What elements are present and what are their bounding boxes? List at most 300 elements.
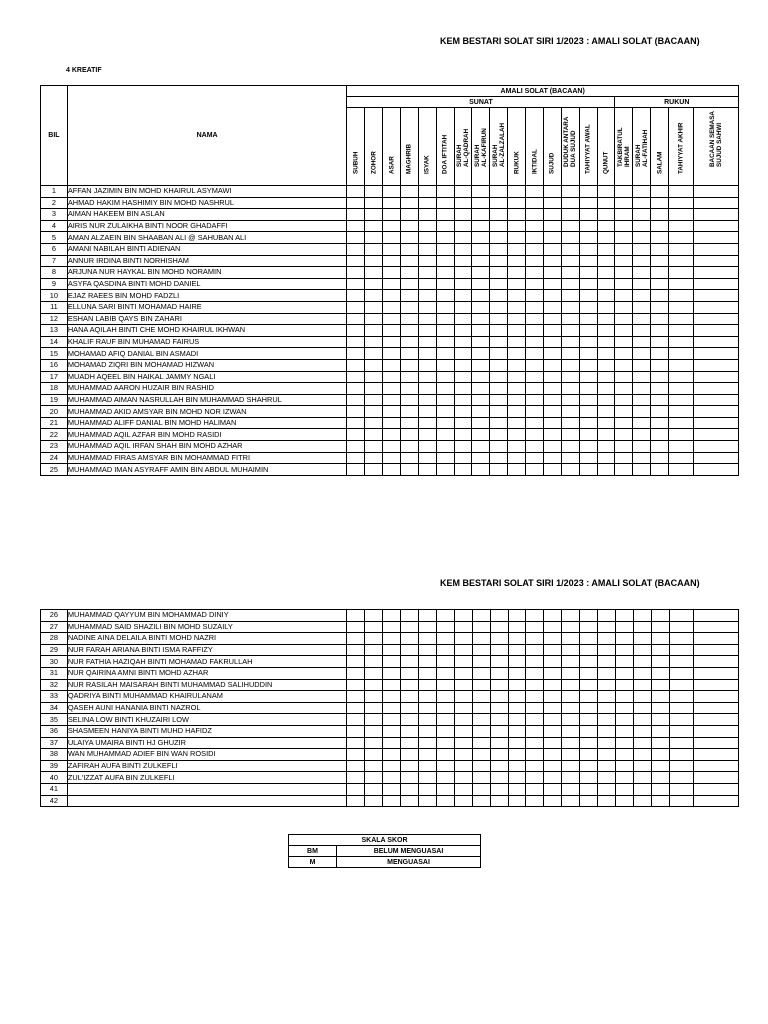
score-cell[interactable] xyxy=(365,394,383,406)
score-cell[interactable] xyxy=(508,186,526,198)
score-cell[interactable] xyxy=(383,186,401,198)
score-cell[interactable] xyxy=(615,464,633,476)
score-cell[interactable] xyxy=(454,429,472,441)
score-cell[interactable] xyxy=(651,610,669,622)
score-cell[interactable] xyxy=(615,255,633,267)
score-cell[interactable] xyxy=(544,760,562,772)
score-cell[interactable] xyxy=(436,325,454,337)
score-cell[interactable] xyxy=(526,464,544,476)
score-cell[interactable] xyxy=(436,336,454,348)
score-cell[interactable] xyxy=(419,795,437,807)
score-cell[interactable] xyxy=(383,441,401,453)
score-cell[interactable] xyxy=(651,725,669,737)
score-cell[interactable] xyxy=(693,371,738,383)
score-cell[interactable] xyxy=(508,656,526,668)
score-cell[interactable] xyxy=(436,406,454,418)
score-cell[interactable] xyxy=(508,725,526,737)
score-cell[interactable] xyxy=(693,429,738,441)
score-cell[interactable] xyxy=(418,394,436,406)
score-cell[interactable] xyxy=(633,267,651,279)
score-cell[interactable] xyxy=(615,702,633,714)
score-cell[interactable] xyxy=(508,394,526,406)
score-cell[interactable] xyxy=(633,464,651,476)
score-cell[interactable] xyxy=(693,336,738,348)
score-cell[interactable] xyxy=(579,429,597,441)
score-cell[interactable] xyxy=(526,290,544,302)
score-cell[interactable] xyxy=(543,313,561,325)
score-cell[interactable] xyxy=(669,301,694,313)
score-cell[interactable] xyxy=(490,795,508,807)
score-cell[interactable] xyxy=(597,232,615,244)
score-cell[interactable] xyxy=(526,255,544,267)
score-cell[interactable] xyxy=(693,313,738,325)
score-cell[interactable] xyxy=(544,795,562,807)
score-cell[interactable] xyxy=(383,348,401,360)
score-cell[interactable] xyxy=(365,359,383,371)
score-cell[interactable] xyxy=(347,749,365,761)
score-cell[interactable] xyxy=(436,644,454,656)
score-cell[interactable] xyxy=(651,325,669,337)
score-cell[interactable] xyxy=(633,406,651,418)
score-cell[interactable] xyxy=(419,656,437,668)
score-cell[interactable] xyxy=(347,725,365,737)
score-cell[interactable] xyxy=(419,621,437,633)
score-cell[interactable] xyxy=(347,301,365,313)
score-cell[interactable] xyxy=(383,278,401,290)
score-cell[interactable] xyxy=(597,406,615,418)
score-cell[interactable] xyxy=(526,348,544,360)
score-cell[interactable] xyxy=(508,267,526,279)
score-cell[interactable] xyxy=(562,702,580,714)
score-cell[interactable] xyxy=(579,232,597,244)
score-cell[interactable] xyxy=(543,464,561,476)
score-cell[interactable] xyxy=(454,383,472,395)
score-cell[interactable] xyxy=(454,749,472,761)
score-cell[interactable] xyxy=(615,383,633,395)
score-cell[interactable] xyxy=(669,197,694,209)
score-cell[interactable] xyxy=(615,313,633,325)
score-cell[interactable] xyxy=(454,795,472,807)
score-cell[interactable] xyxy=(633,644,651,656)
score-cell[interactable] xyxy=(383,197,401,209)
score-cell[interactable] xyxy=(508,760,526,772)
score-cell[interactable] xyxy=(454,243,472,255)
score-cell[interactable] xyxy=(651,760,669,772)
score-cell[interactable] xyxy=(347,760,365,772)
score-cell[interactable] xyxy=(693,267,738,279)
score-cell[interactable] xyxy=(669,464,694,476)
score-cell[interactable] xyxy=(472,383,490,395)
score-cell[interactable] xyxy=(419,702,437,714)
score-cell[interactable] xyxy=(383,383,401,395)
score-cell[interactable] xyxy=(615,772,633,784)
score-cell[interactable] xyxy=(400,325,418,337)
score-cell[interactable] xyxy=(526,452,544,464)
score-cell[interactable] xyxy=(580,656,598,668)
score-cell[interactable] xyxy=(401,656,419,668)
score-cell[interactable] xyxy=(615,371,633,383)
score-cell[interactable] xyxy=(543,290,561,302)
score-cell[interactable] xyxy=(508,441,526,453)
score-cell[interactable] xyxy=(365,679,383,691)
score-cell[interactable] xyxy=(615,186,633,198)
score-cell[interactable] xyxy=(347,441,365,453)
score-cell[interactable] xyxy=(347,290,365,302)
score-cell[interactable] xyxy=(472,278,490,290)
score-cell[interactable] xyxy=(418,464,436,476)
score-cell[interactable] xyxy=(400,336,418,348)
score-cell[interactable] xyxy=(418,371,436,383)
score-cell[interactable] xyxy=(669,290,694,302)
score-cell[interactable] xyxy=(597,656,615,668)
score-cell[interactable] xyxy=(490,290,508,302)
score-cell[interactable] xyxy=(669,348,694,360)
score-cell[interactable] xyxy=(633,795,651,807)
score-cell[interactable] xyxy=(562,644,580,656)
score-cell[interactable] xyxy=(597,336,615,348)
score-cell[interactable] xyxy=(401,795,419,807)
score-cell[interactable] xyxy=(543,232,561,244)
score-cell[interactable] xyxy=(543,383,561,395)
score-cell[interactable] xyxy=(383,267,401,279)
score-cell[interactable] xyxy=(436,691,454,703)
score-cell[interactable] xyxy=(418,278,436,290)
score-cell[interactable] xyxy=(526,209,544,221)
score-cell[interactable] xyxy=(454,621,472,633)
score-cell[interactable] xyxy=(562,760,580,772)
score-cell[interactable] xyxy=(400,243,418,255)
score-cell[interactable] xyxy=(669,749,694,761)
score-cell[interactable] xyxy=(472,232,490,244)
score-cell[interactable] xyxy=(669,795,694,807)
score-cell[interactable] xyxy=(436,452,454,464)
score-cell[interactable] xyxy=(615,197,633,209)
score-cell[interactable] xyxy=(669,406,694,418)
score-cell[interactable] xyxy=(472,644,490,656)
score-cell[interactable] xyxy=(597,255,615,267)
score-cell[interactable] xyxy=(383,452,401,464)
score-cell[interactable] xyxy=(693,383,738,395)
score-cell[interactable] xyxy=(365,383,383,395)
score-cell[interactable] xyxy=(490,417,508,429)
score-cell[interactable] xyxy=(694,725,739,737)
score-cell[interactable] xyxy=(597,278,615,290)
score-cell[interactable] xyxy=(347,348,365,360)
score-cell[interactable] xyxy=(365,737,383,749)
score-cell[interactable] xyxy=(633,232,651,244)
score-cell[interactable] xyxy=(365,290,383,302)
score-cell[interactable] xyxy=(597,209,615,221)
score-cell[interactable] xyxy=(347,610,365,622)
score-cell[interactable] xyxy=(347,197,365,209)
score-cell[interactable] xyxy=(365,633,383,645)
score-cell[interactable] xyxy=(508,452,526,464)
score-cell[interactable] xyxy=(561,197,579,209)
score-cell[interactable] xyxy=(383,702,401,714)
score-cell[interactable] xyxy=(347,255,365,267)
score-cell[interactable] xyxy=(472,783,490,795)
score-cell[interactable] xyxy=(454,209,472,221)
score-cell[interactable] xyxy=(579,452,597,464)
score-cell[interactable] xyxy=(669,760,694,772)
score-cell[interactable] xyxy=(508,691,526,703)
score-cell[interactable] xyxy=(400,290,418,302)
score-cell[interactable] xyxy=(669,243,694,255)
score-cell[interactable] xyxy=(633,633,651,645)
score-cell[interactable] xyxy=(347,714,365,726)
score-cell[interactable] xyxy=(651,255,669,267)
score-cell[interactable] xyxy=(633,220,651,232)
score-cell[interactable] xyxy=(454,441,472,453)
score-cell[interactable] xyxy=(694,691,739,703)
score-cell[interactable] xyxy=(508,406,526,418)
score-cell[interactable] xyxy=(490,301,508,313)
score-cell[interactable] xyxy=(490,725,508,737)
score-cell[interactable] xyxy=(365,232,383,244)
score-cell[interactable] xyxy=(383,714,401,726)
score-cell[interactable] xyxy=(694,772,739,784)
score-cell[interactable] xyxy=(490,441,508,453)
score-cell[interactable] xyxy=(597,725,615,737)
score-cell[interactable] xyxy=(418,255,436,267)
score-cell[interactable] xyxy=(597,691,615,703)
score-cell[interactable] xyxy=(365,197,383,209)
score-cell[interactable] xyxy=(383,406,401,418)
score-cell[interactable] xyxy=(579,394,597,406)
score-cell[interactable] xyxy=(472,371,490,383)
score-cell[interactable] xyxy=(347,679,365,691)
score-cell[interactable] xyxy=(365,691,383,703)
score-cell[interactable] xyxy=(633,714,651,726)
score-cell[interactable] xyxy=(383,464,401,476)
score-cell[interactable] xyxy=(454,691,472,703)
score-cell[interactable] xyxy=(615,209,633,221)
score-cell[interactable] xyxy=(436,621,454,633)
score-cell[interactable] xyxy=(693,209,738,221)
score-cell[interactable] xyxy=(436,702,454,714)
score-cell[interactable] xyxy=(418,313,436,325)
score-cell[interactable] xyxy=(401,725,419,737)
score-cell[interactable] xyxy=(562,795,580,807)
score-cell[interactable] xyxy=(651,441,669,453)
score-cell[interactable] xyxy=(490,336,508,348)
score-cell[interactable] xyxy=(633,610,651,622)
score-cell[interactable] xyxy=(347,394,365,406)
score-cell[interactable] xyxy=(347,772,365,784)
score-cell[interactable] xyxy=(383,656,401,668)
score-cell[interactable] xyxy=(365,209,383,221)
score-cell[interactable] xyxy=(508,795,526,807)
score-cell[interactable] xyxy=(615,278,633,290)
score-cell[interactable] xyxy=(561,452,579,464)
score-cell[interactable] xyxy=(436,441,454,453)
score-cell[interactable] xyxy=(383,417,401,429)
score-cell[interactable] xyxy=(526,371,544,383)
score-cell[interactable] xyxy=(419,783,437,795)
score-cell[interactable] xyxy=(562,714,580,726)
score-cell[interactable] xyxy=(365,186,383,198)
score-cell[interactable] xyxy=(580,702,598,714)
score-cell[interactable] xyxy=(543,301,561,313)
score-cell[interactable] xyxy=(454,348,472,360)
score-cell[interactable] xyxy=(490,371,508,383)
score-cell[interactable] xyxy=(651,749,669,761)
score-cell[interactable] xyxy=(597,644,615,656)
score-cell[interactable] xyxy=(490,243,508,255)
score-cell[interactable] xyxy=(651,452,669,464)
score-cell[interactable] xyxy=(419,725,437,737)
score-cell[interactable] xyxy=(526,749,544,761)
score-cell[interactable] xyxy=(543,267,561,279)
score-cell[interactable] xyxy=(561,336,579,348)
score-cell[interactable] xyxy=(669,702,694,714)
score-cell[interactable] xyxy=(400,348,418,360)
score-cell[interactable] xyxy=(597,371,615,383)
score-cell[interactable] xyxy=(419,691,437,703)
score-cell[interactable] xyxy=(418,417,436,429)
score-cell[interactable] xyxy=(615,644,633,656)
score-cell[interactable] xyxy=(694,795,739,807)
score-cell[interactable] xyxy=(400,452,418,464)
score-cell[interactable] xyxy=(526,301,544,313)
score-cell[interactable] xyxy=(526,667,544,679)
score-cell[interactable] xyxy=(401,772,419,784)
score-cell[interactable] xyxy=(597,610,615,622)
score-cell[interactable] xyxy=(472,691,490,703)
score-cell[interactable] xyxy=(383,691,401,703)
score-cell[interactable] xyxy=(651,633,669,645)
score-cell[interactable] xyxy=(400,209,418,221)
score-cell[interactable] xyxy=(347,633,365,645)
score-cell[interactable] xyxy=(694,714,739,726)
score-cell[interactable] xyxy=(543,406,561,418)
score-cell[interactable] xyxy=(472,610,490,622)
score-cell[interactable] xyxy=(400,267,418,279)
score-cell[interactable] xyxy=(472,406,490,418)
score-cell[interactable] xyxy=(633,429,651,441)
score-cell[interactable] xyxy=(651,197,669,209)
score-cell[interactable] xyxy=(347,325,365,337)
score-cell[interactable] xyxy=(633,783,651,795)
score-cell[interactable] xyxy=(651,220,669,232)
score-cell[interactable] xyxy=(436,417,454,429)
score-cell[interactable] xyxy=(436,255,454,267)
score-cell[interactable] xyxy=(544,783,562,795)
score-cell[interactable] xyxy=(454,656,472,668)
score-cell[interactable] xyxy=(580,737,598,749)
score-cell[interactable] xyxy=(400,313,418,325)
score-cell[interactable] xyxy=(454,417,472,429)
score-cell[interactable] xyxy=(472,186,490,198)
score-cell[interactable] xyxy=(561,220,579,232)
score-cell[interactable] xyxy=(579,359,597,371)
score-cell[interactable] xyxy=(490,452,508,464)
score-cell[interactable] xyxy=(454,267,472,279)
score-cell[interactable] xyxy=(669,633,694,645)
score-cell[interactable] xyxy=(508,429,526,441)
score-cell[interactable] xyxy=(365,783,383,795)
score-cell[interactable] xyxy=(454,725,472,737)
score-cell[interactable] xyxy=(472,301,490,313)
score-cell[interactable] xyxy=(436,267,454,279)
score-cell[interactable] xyxy=(347,383,365,395)
score-cell[interactable] xyxy=(633,348,651,360)
score-cell[interactable] xyxy=(579,348,597,360)
score-cell[interactable] xyxy=(490,702,508,714)
score-cell[interactable] xyxy=(526,394,544,406)
score-cell[interactable] xyxy=(508,417,526,429)
score-cell[interactable] xyxy=(383,255,401,267)
score-cell[interactable] xyxy=(633,749,651,761)
score-cell[interactable] xyxy=(597,186,615,198)
score-cell[interactable] xyxy=(694,702,739,714)
score-cell[interactable] xyxy=(347,186,365,198)
score-cell[interactable] xyxy=(383,290,401,302)
score-cell[interactable] xyxy=(580,679,598,691)
score-cell[interactable] xyxy=(615,633,633,645)
score-cell[interactable] xyxy=(526,656,544,668)
score-cell[interactable] xyxy=(472,429,490,441)
score-cell[interactable] xyxy=(508,633,526,645)
score-cell[interactable] xyxy=(365,760,383,772)
score-cell[interactable] xyxy=(401,691,419,703)
score-cell[interactable] xyxy=(508,220,526,232)
score-cell[interactable] xyxy=(669,186,694,198)
score-cell[interactable] xyxy=(526,772,544,784)
score-cell[interactable] xyxy=(615,783,633,795)
score-cell[interactable] xyxy=(651,737,669,749)
score-cell[interactable] xyxy=(365,464,383,476)
score-cell[interactable] xyxy=(436,737,454,749)
score-cell[interactable] xyxy=(597,795,615,807)
score-cell[interactable] xyxy=(669,452,694,464)
score-cell[interactable] xyxy=(580,749,598,761)
score-cell[interactable] xyxy=(347,691,365,703)
score-cell[interactable] xyxy=(693,325,738,337)
score-cell[interactable] xyxy=(472,267,490,279)
score-cell[interactable] xyxy=(383,644,401,656)
score-cell[interactable] xyxy=(597,702,615,714)
score-cell[interactable] xyxy=(633,278,651,290)
score-cell[interactable] xyxy=(347,417,365,429)
score-cell[interactable] xyxy=(383,220,401,232)
score-cell[interactable] xyxy=(383,783,401,795)
score-cell[interactable] xyxy=(561,243,579,255)
score-cell[interactable] xyxy=(693,406,738,418)
score-cell[interactable] xyxy=(365,336,383,348)
score-cell[interactable] xyxy=(615,359,633,371)
score-cell[interactable] xyxy=(365,610,383,622)
score-cell[interactable] xyxy=(579,197,597,209)
score-cell[interactable] xyxy=(633,656,651,668)
score-cell[interactable] xyxy=(693,359,738,371)
score-cell[interactable] xyxy=(526,359,544,371)
score-cell[interactable] xyxy=(508,714,526,726)
score-cell[interactable] xyxy=(436,667,454,679)
score-cell[interactable] xyxy=(633,336,651,348)
score-cell[interactable] xyxy=(543,441,561,453)
score-cell[interactable] xyxy=(693,394,738,406)
score-cell[interactable] xyxy=(544,667,562,679)
score-cell[interactable] xyxy=(561,313,579,325)
score-cell[interactable] xyxy=(597,441,615,453)
score-cell[interactable] xyxy=(526,417,544,429)
score-cell[interactable] xyxy=(579,243,597,255)
score-cell[interactable] xyxy=(669,783,694,795)
score-cell[interactable] xyxy=(561,359,579,371)
score-cell[interactable] xyxy=(579,417,597,429)
score-cell[interactable] xyxy=(454,301,472,313)
